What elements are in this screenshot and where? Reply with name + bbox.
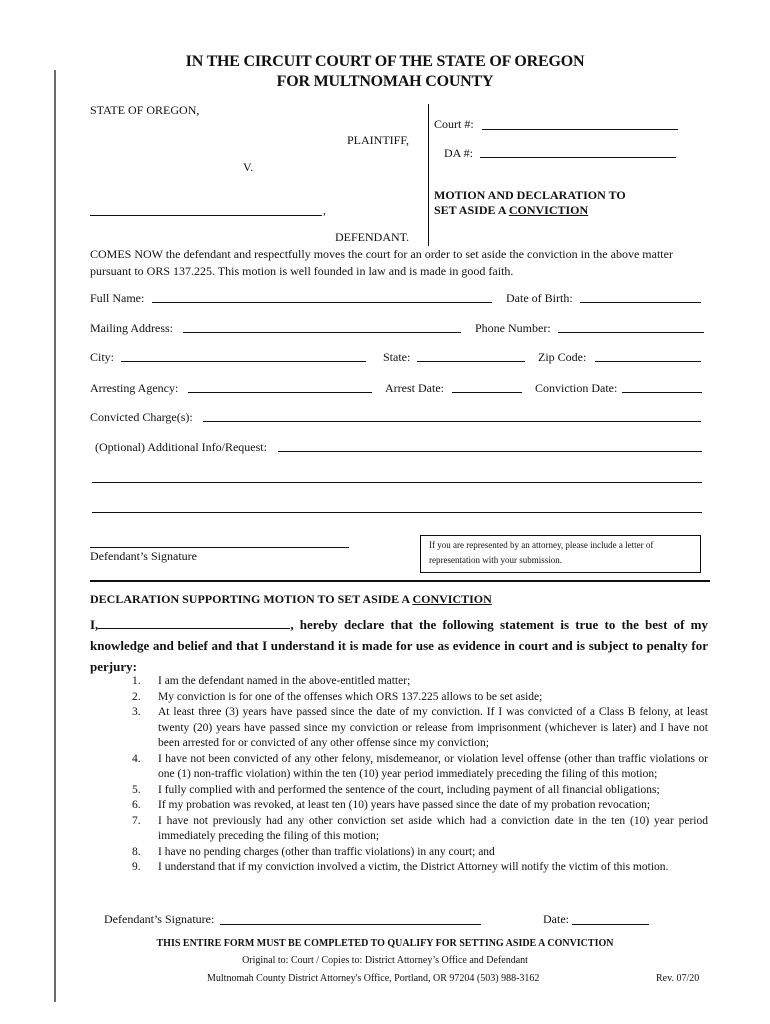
declaration-item-text: If my probation was revoked, at least ten (10) years have passed since the date of my probation revocation; xyxy=(158,799,651,811)
dob-label: Date of Birth: xyxy=(506,291,573,305)
city-label: City: xyxy=(90,350,115,364)
declaration-item-number: 4. xyxy=(132,752,141,765)
left-margin-bar xyxy=(54,70,56,1002)
attorney-representation-notice xyxy=(420,535,701,573)
notice-line1: If you are represented by an attorney, please include a letter of xyxy=(429,540,654,550)
declaration-item-text: I am the defendant named in the above-entitled matter; xyxy=(158,675,411,687)
declaration-item-text: I have no pending charges (other than traffic violations) in any court; and xyxy=(158,845,495,858)
declaration-items-list xyxy=(126,674,708,876)
court-title-line2: FOR MULTNOMAH COUNTY xyxy=(276,73,494,90)
court-number-label: Court #: xyxy=(434,117,474,131)
phone-label: Phone Number: xyxy=(475,321,551,335)
defendant-name-field[interactable] xyxy=(90,215,322,216)
declaration-item-text: At least three (3) years have passed since the date of my conviction. If I was convicted of a Class B felony, at least twenty (20) years have passed since my conviction or release from imprisonment (whichever is later) and I have not been arrested for or convicted of any other offense since my conviction; xyxy=(158,706,708,749)
footer-copies: Original to: Court / Copies to: District Attorney’s Office and Defendant xyxy=(242,955,528,966)
arrest-date-field[interactable] xyxy=(452,392,522,393)
defendant-signature-field[interactable] xyxy=(90,547,349,548)
additional-info-label: (Optional) Additional Info/Request: xyxy=(95,440,267,454)
declaration-signature-label: Defendant’s Signature: xyxy=(104,912,215,926)
intro-line2: pursuant to ORS 137.225. This motion is well founded in law and is made in good faith. xyxy=(90,264,514,278)
declaration-item-text: I have not previously had any other conviction set aside which had a conviction date in the ten (10) year period immediately preceding the filing of this motion; xyxy=(158,814,708,842)
declaration-item-number: 7. xyxy=(132,814,141,827)
full-name-field[interactable] xyxy=(152,302,492,303)
declaration-item-number: 1. xyxy=(132,675,141,687)
declaration-item xyxy=(126,798,708,814)
caption-divider xyxy=(428,104,429,246)
declaration-item xyxy=(126,752,708,783)
notice-line2: representation with your submission. xyxy=(429,555,562,565)
footer-notice: THIS ENTIRE FORM MUST BE COMPLETED TO QUALIFY FOR SETTING ASIDE A CONVICTION xyxy=(156,938,614,949)
state-field[interactable] xyxy=(417,361,525,362)
declaration-statement: I, , hereby declare that the following statement is true to the best of my knowledge and belief and that I understand it is made for use as evidence in court and is subject to penalty for perjury: xyxy=(90,617,708,674)
defendant-comma: , xyxy=(323,203,326,217)
declaration-item xyxy=(126,814,708,845)
declaration-item xyxy=(126,845,708,861)
da-number-field[interactable] xyxy=(480,157,676,158)
convicted-charges-label: Convicted Charge(s): xyxy=(90,410,193,424)
arresting-agency-field[interactable] xyxy=(188,392,372,393)
phone-field[interactable] xyxy=(558,332,704,333)
motion-title-line2: SET ASIDE A CONVICTION xyxy=(434,203,589,217)
declaration-item xyxy=(126,705,708,752)
arresting-agency-label: Arresting Agency: xyxy=(90,381,179,395)
footer-office: Multnomah County District Attorney's Office, Portland, OR 97204 (503) 988-3162 xyxy=(207,973,540,984)
arrest-date-label: Arrest Date: xyxy=(385,381,444,395)
declaration-item-text: I understand that if my conviction involved a victim, the District Attorney will notify the victim of this motion. xyxy=(158,861,669,873)
additional-info-line3[interactable] xyxy=(92,512,702,513)
defendant-label: DEFENDANT. xyxy=(335,230,410,244)
declaration-item-text: I fully complied with and performed the sentence of the court, including payment of all financial obligations; xyxy=(158,783,660,796)
state-label: State: xyxy=(383,350,411,364)
conviction-date-label: Conviction Date: xyxy=(535,381,618,395)
plaintiff-label: PLAINTIFF, xyxy=(347,133,410,147)
declarant-name-field[interactable] xyxy=(98,615,290,629)
conviction-date-field[interactable] xyxy=(622,392,702,393)
footer-revision: Rev. 07/20 xyxy=(656,973,700,984)
declaration-item-text: I have not been convicted of any other felony, misdemeanor, or violation level offense (other than traffic violations or one (1) non-traffic violation) within the ten (10) year period immediately preceding the filing of this motion; xyxy=(158,752,708,780)
dob-field[interactable] xyxy=(580,302,701,303)
declaration-item-number: 3. xyxy=(132,706,141,718)
declaration-item xyxy=(126,860,708,876)
declaration-item xyxy=(126,674,708,690)
section-divider xyxy=(90,580,710,582)
declaration-item-text: My conviction is for one of the offenses which ORS 137.225 allows to be set aside; xyxy=(158,690,543,703)
declaration-date-label: Date: xyxy=(543,912,569,926)
intro-line1: COMES NOW the defendant and respectfully moves the court for an order to set aside the conviction in the above matter xyxy=(90,247,673,261)
defendant-signature-label: Defendant’s Signature xyxy=(90,549,197,563)
court-title-line1: IN THE CIRCUIT COURT OF THE STATE OF OREGON xyxy=(185,53,585,70)
declaration-item-number: 2. xyxy=(132,690,141,703)
zip-label: Zip Code: xyxy=(538,350,587,364)
declaration-item xyxy=(126,783,708,799)
declaration-item-number: 6. xyxy=(132,799,141,811)
declaration-date-field[interactable] xyxy=(572,924,649,925)
city-field[interactable] xyxy=(121,361,366,362)
declaration-item-number: 9. xyxy=(132,861,141,873)
declaration-item xyxy=(126,690,708,706)
convicted-charges-field[interactable] xyxy=(203,421,701,422)
declaration-item-number: 8. xyxy=(132,845,141,858)
zip-field[interactable] xyxy=(595,361,701,362)
mailing-address-label: Mailing Address: xyxy=(90,321,173,335)
additional-info-field[interactable] xyxy=(278,451,702,452)
motion-title-line1: MOTION AND DECLARATION TO xyxy=(434,188,626,202)
additional-info-line2[interactable] xyxy=(92,482,702,483)
declaration-item-number: 5. xyxy=(132,783,141,796)
declaration-heading: DECLARATION SUPPORTING MOTION TO SET ASIDE A CONVICTION xyxy=(90,592,492,606)
declaration-signature-field[interactable] xyxy=(220,924,481,925)
full-name-label: Full Name: xyxy=(90,291,145,305)
mailing-address-field[interactable] xyxy=(183,332,461,333)
state-of-oregon-label: STATE OF OREGON, xyxy=(90,103,200,117)
versus-label: V. xyxy=(243,160,254,174)
da-number-label: DA #: xyxy=(444,146,474,160)
court-number-field[interactable] xyxy=(482,129,678,130)
